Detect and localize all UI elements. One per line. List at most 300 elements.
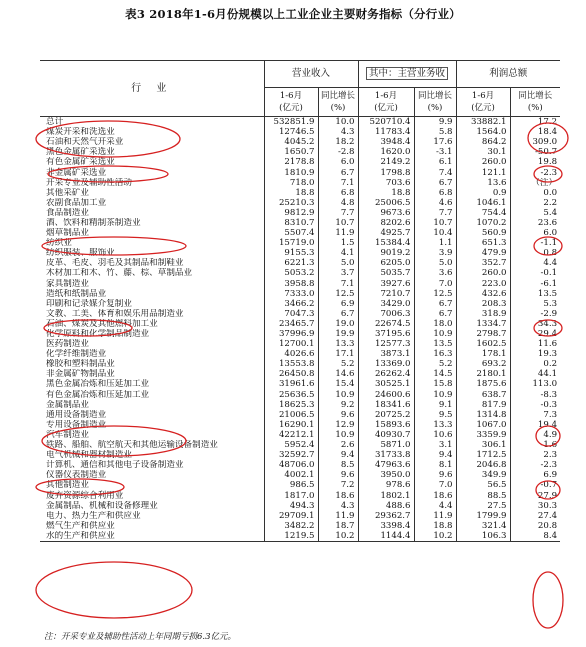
table-row [40,511,560,521]
value-cell: 10.9 [414,390,456,400]
value-cell: 532851.9 [264,117,318,128]
value-cell: -2.3 [510,167,560,177]
finance-table [40,60,560,542]
value-cell: 1712.5 [456,450,510,460]
value-cell: 15893.6 [358,420,414,430]
value-cell: 18.0 [414,319,456,329]
value-cell: 47963.6 [358,460,414,470]
value-cell: 6.8 [318,188,358,198]
value-cell: 3950.0 [358,470,414,480]
table-row [40,480,560,490]
value-cell: 5.2 [318,359,358,369]
value-cell: -2.9 [510,309,560,319]
value-cell: 432.6 [456,289,510,299]
value-cell: 1564.0 [456,127,510,137]
value-cell: 986.5 [264,480,318,490]
value-cell: 2149.2 [358,157,414,167]
value-cell: 19.3 [510,349,560,359]
value-cell: 9019.2 [358,248,414,258]
value-cell: 3.6 [414,268,456,278]
value-cell: 4.3 [318,127,358,137]
value-cell: 20.8 [510,521,560,531]
value-cell: 19.9 [318,329,358,339]
value-cell: 10.2 [414,531,456,542]
value-cell: 9.6 [318,410,358,420]
value-cell: 33882.1 [456,117,510,128]
value-cell: 7047.3 [264,309,318,319]
industry-cell: 通用设备制造业 [46,409,107,420]
industry-cell: 其他制造业 [46,480,89,491]
value-cell: 9.6 [414,470,456,480]
value-cell: 6.0 [318,157,358,167]
value-cell: 30525.1 [358,379,414,389]
value-cell: -2.3 [510,460,560,470]
value-cell: 5507.4 [264,228,318,238]
value-cell: 26450.8 [264,369,318,379]
value-cell: 10.9 [318,430,358,440]
value-cell: 40930.7 [358,430,414,440]
value-cell: 4.6 [414,198,456,208]
value-cell: 9.4 [414,450,456,460]
value-cell: 1802.1 [358,490,414,500]
value-cell: 6.7 [414,299,456,309]
value-cell: 223.0 [456,279,510,289]
value-cell: 718.0 [264,178,318,188]
industry-cell: 铁路、船舶、航空航天和其他运输设备制造业 [46,440,218,451]
value-cell: 864.2 [456,137,510,147]
value-cell: 5035.7 [358,268,414,278]
value-cell: 208.3 [456,299,510,309]
value-cell: 5.2 [414,359,456,369]
value-cell: 7.1 [318,279,358,289]
table-row [40,127,560,137]
value-cell: 1798.8 [358,167,414,177]
rev-amount-header: 1-6月 (亿元) [264,88,318,117]
value-cell: 7.4 [414,167,456,177]
value-cell: 6.0 [510,228,560,238]
value-cell: 352.7 [456,258,510,268]
value-cell: 2798.7 [456,329,510,339]
value-cell: 4925.7 [358,228,414,238]
value-cell: 488.6 [358,501,414,511]
table-row [40,369,560,379]
value-cell: 10.9 [414,329,456,339]
value-cell: 3958.8 [264,279,318,289]
value-cell: 10.0 [318,117,358,128]
value-cell: 21006.5 [264,410,318,420]
value-cell: -1.6 [510,440,560,450]
table-row [40,268,560,278]
value-cell: 11783.4 [358,127,414,137]
value-cell: 6.1 [414,157,456,167]
value-cell: 8310.7 [264,218,318,228]
table-row [40,178,560,188]
industry-cell: 印刷和记录媒介复制业 [46,298,132,309]
value-cell: 10.4 [414,228,456,238]
value-cell: 37195.6 [358,329,414,339]
table-row [40,137,560,147]
value-cell: 24600.6 [358,390,414,400]
value-cell: 32592.7 [264,450,318,460]
industry-cell: 农副食品加工业 [46,197,107,208]
industry-cell: 石油、煤炭及其他燃料加工业 [46,318,158,329]
value-cell: 260.0 [456,157,510,167]
value-cell: 16.3 [414,349,456,359]
table-row [40,400,560,410]
value-cell: 13.3 [414,420,456,430]
profit-header: 利润总额 [456,61,560,88]
value-cell: 106.3 [456,531,510,542]
table-row [40,410,560,420]
table-row [40,359,560,369]
value-cell: 0.0 [510,188,560,198]
value-cell: 31733.8 [358,450,414,460]
value-cell: 2180.1 [456,369,510,379]
value-cell: 1.5 [318,238,358,248]
value-cell: 5.8 [414,127,456,137]
value-cell: -0.1 [510,268,560,278]
value-cell: 1219.5 [264,531,318,542]
table-row [40,349,560,359]
value-cell: 19.8 [510,157,560,167]
table-row [40,470,560,480]
industry-cell: 汽车制造业 [46,429,89,440]
value-cell: 1650.7 [264,147,318,157]
value-cell: 260.0 [456,268,510,278]
value-cell: 15384.4 [358,238,414,248]
value-cell: -3.1 [414,147,456,157]
value-cell: 12577.3 [358,339,414,349]
value-cell: 1046.1 [456,198,510,208]
table-row [40,208,560,218]
value-cell: 8.5 [318,460,358,470]
value-cell: 9.5 [414,410,456,420]
value-cell: 9673.6 [358,208,414,218]
value-cell: 12.5 [414,289,456,299]
value-cell: 13.3 [318,339,358,349]
value-cell: 5.0 [318,258,358,268]
value-cell: 3948.4 [358,137,414,147]
table-row [40,521,560,531]
value-cell: 4.9 [510,430,560,440]
value-cell: 4.1 [318,248,358,258]
value-cell: 16290.1 [264,420,318,430]
value-cell: 6.7 [414,309,456,319]
footnote: 注：开采专业及辅助性活动上年同期亏损6.3亿元。 [44,632,237,642]
value-cell: 3.7 [318,268,358,278]
table-row [40,309,560,319]
value-cell: 23.6 [510,218,560,228]
value-cell: 12.9 [318,420,358,430]
industry-cell: 黑色金属矿采选业 [46,147,115,158]
value-cell: 22674.5 [358,319,414,329]
value-cell: 29.4 [510,329,560,339]
value-cell: 703.6 [358,178,414,188]
value-cell: -6.1 [510,279,560,289]
value-cell: 18.6 [414,490,456,500]
value-cell: 3429.0 [358,299,414,309]
table-row [40,450,560,460]
value-cell: 978.6 [358,480,414,490]
value-cell: 4.3 [318,501,358,511]
value-cell: 7333.0 [264,289,318,299]
value-cell: 1602.5 [456,339,510,349]
table-row [40,329,560,339]
table-row [40,289,560,299]
table-row [40,147,560,157]
value-cell: 15719.0 [264,238,318,248]
value-cell: 20725.2 [358,410,414,420]
value-cell: 1810.9 [264,167,318,177]
value-cell: 7.3 [510,410,560,420]
value-cell: 8202.6 [358,218,414,228]
value-cell: 12700.1 [264,339,318,349]
value-cell: 11.9 [414,511,456,521]
value-cell: 5952.4 [264,440,318,450]
value-cell: 5.3 [510,299,560,309]
value-cell: 9155.3 [264,248,318,258]
value-cell: 6.9 [318,299,358,309]
value-cell: 3.1 [414,440,456,450]
value-cell: 9.4 [318,450,358,460]
main-business-header: 其中：主营业务收 [358,61,456,88]
value-cell: 520710.4 [358,117,414,128]
industry-cell: 皮革、毛皮、羽毛及其制品和制鞋业 [46,258,184,269]
value-cell: （注） [510,178,560,188]
value-cell: 651.3 [456,238,510,248]
rev-growth-header: 同比增长 (%) [318,88,358,117]
value-cell: -0.7 [510,480,560,490]
industry-cell: 水的生产和供应业 [40,531,264,542]
industry-cell: 家具制造业 [46,278,89,289]
value-cell: 27.9 [510,490,560,500]
industry-cell: 总计 [40,117,264,128]
value-cell: 30.3 [510,501,560,511]
value-cell: 178.1 [456,349,510,359]
industry-cell: 燃气生产和供应业 [46,520,115,531]
value-cell: 3.9 [414,248,456,258]
table-row [40,248,560,258]
table-row [40,430,560,440]
value-cell: 18.2 [318,137,358,147]
table-row [40,390,560,400]
table-row [40,339,560,349]
value-cell: 2.3 [510,450,560,460]
value-cell: 18.8 [414,521,456,531]
industry-cell: 烟草制品业 [46,228,89,239]
table-row [40,188,560,198]
industry-cell: 非金属矿物制品业 [46,369,115,380]
value-cell: 3398.4 [358,521,414,531]
table-row [40,238,560,248]
value-cell: 8.1 [414,460,456,470]
industry-cell: 有色金属矿采选业 [46,157,115,168]
industry-header: 行 业 [40,61,264,117]
value-cell: 3927.6 [358,279,414,289]
value-cell: 4002.1 [264,470,318,480]
profit-growth-header: 同比增长 (%) [510,88,560,117]
value-cell: 6.7 [318,167,358,177]
industry-cell: 电气机械和器材制造业 [46,450,132,461]
value-cell: 17.1 [318,349,358,359]
value-cell: 9.6 [318,470,358,480]
value-cell: 10.9 [318,390,358,400]
industry-cell: 煤炭开采和洗选业 [46,127,115,138]
industry-cell: 金属制品业 [46,399,89,410]
value-cell: 5.4 [510,208,560,218]
value-cell: 6221.3 [264,258,318,268]
value-cell: 1620.0 [358,147,414,157]
value-cell: 1067.0 [456,420,510,430]
value-cell: 18.8 [358,188,414,198]
value-cell: 349.9 [456,470,510,480]
value-cell: 13553.8 [264,359,318,369]
value-cell: 318.9 [456,309,510,319]
value-cell: 5.0 [414,258,456,268]
value-cell: 3466.2 [264,299,318,309]
value-cell: 1070.2 [456,218,510,228]
value-cell: 31961.6 [264,379,318,389]
value-cell: 0.9 [456,188,510,198]
value-cell: 88.5 [456,490,510,500]
value-cell: 10.6 [414,430,456,440]
industry-cell: 文教、工美、体育和娱乐用品制造业 [46,308,184,319]
value-cell: 4026.6 [264,349,318,359]
value-cell: 18.8 [264,188,318,198]
value-cell: 23465.7 [264,319,318,329]
value-cell: 34.3 [510,319,560,329]
value-cell: 1314.8 [456,410,510,420]
value-cell: 7.7 [414,208,456,218]
value-cell: 13369.0 [358,359,414,369]
industry-cell: 纺织业 [46,238,72,249]
value-cell: 9.2 [318,400,358,410]
industry-cell: 医药制造业 [46,339,89,350]
value-cell: 12.5 [318,289,358,299]
table-row [40,501,560,511]
table-row [40,440,560,450]
value-cell: 6205.0 [358,258,414,268]
value-cell: 2046.8 [456,460,510,470]
table-row [40,379,560,389]
table-row [40,157,560,167]
value-cell: 7210.7 [358,289,414,299]
industry-cell: 石油和天然气开采业 [46,137,124,148]
value-cell: 4045.2 [264,137,318,147]
value-cell: 638.7 [456,390,510,400]
value-cell: 560.9 [456,228,510,238]
value-cell: 17.6 [414,137,456,147]
value-cell: 6.8 [414,188,456,198]
table-row [40,198,560,208]
value-cell: 6.7 [318,309,358,319]
industry-cell: 有色金属冶炼和压延加工业 [46,389,150,400]
table-row [40,531,560,542]
industry-cell: 橡胶和塑料制品业 [46,359,115,370]
value-cell: 494.3 [264,501,318,511]
industry-cell: 食品制造业 [46,207,89,218]
value-cell: 11.9 [318,511,358,521]
value-cell: 1799.9 [456,511,510,521]
value-cell: 25636.5 [264,390,318,400]
value-cell: 19.0 [318,319,358,329]
value-cell: -50.7 [510,147,560,157]
value-cell: 15.4 [318,379,358,389]
value-cell: 817.9 [456,400,510,410]
industry-cell: 造纸和纸制品业 [46,288,107,299]
industry-cell: 酒、饮料和精制茶制造业 [46,217,141,228]
value-cell: 26262.4 [358,369,414,379]
value-cell: 37996.9 [264,329,318,339]
table-title: 表3 2018年1-6月份规模以上工业企业主要财务指标（分行业） [125,7,461,21]
value-cell: 48706.0 [264,460,318,470]
value-cell: 3482.2 [264,521,318,531]
value-cell: 2.2 [510,198,560,208]
value-cell: 7.0 [414,480,456,490]
value-cell: 18.4 [510,127,560,137]
value-cell: 113.0 [510,379,560,389]
value-cell: 3359.9 [456,430,510,440]
industry-cell: 开采专业及辅助性活动 [46,177,132,188]
value-cell: 10.7 [414,218,456,228]
table-row [40,299,560,309]
industry-cell: 黑色金属冶炼和压延加工业 [46,379,150,390]
revenue-header: 营业收入 [264,61,358,88]
industry-cell: 金属制品、机械和设备修理业 [46,500,158,511]
industry-cell: 化学纤维制造业 [46,349,107,360]
value-cell: 18341.6 [358,400,414,410]
value-cell: 0.2 [510,359,560,369]
value-cell: 7.1 [318,178,358,188]
value-cell: 25210.3 [264,198,318,208]
value-cell: 13.6 [456,178,510,188]
table-row [40,490,560,500]
main-amount-header: 1-6月 (亿元) [358,88,414,117]
value-cell: 6.9 [510,470,560,480]
table-row [40,167,560,177]
industry-cell: 计算机、通信和其他电子设备制造业 [46,460,184,471]
value-cell: 13.5 [510,289,560,299]
value-cell: 29362.7 [358,511,414,521]
value-cell: 0.8 [510,248,560,258]
table-row [40,319,560,329]
value-cell: 1144.4 [358,531,414,542]
value-cell: 18.7 [318,521,358,531]
value-cell: 7006.3 [358,309,414,319]
value-cell: 10.2 [318,531,358,542]
value-cell: 13.5 [414,339,456,349]
value-cell: 11.9 [318,228,358,238]
industry-cell: 木材加工和木、竹、藤、棕、草制品业 [46,268,193,279]
value-cell: 17.2 [510,117,560,128]
value-cell: 29709.1 [264,511,318,521]
table-row [40,420,560,430]
value-cell: 5053.2 [264,268,318,278]
value-cell: 14.6 [318,369,358,379]
value-cell: 27.5 [456,501,510,511]
value-cell: 11.6 [510,339,560,349]
value-cell: 754.4 [456,208,510,218]
value-cell: 12746.5 [264,127,318,137]
value-cell: -8.3 [510,390,560,400]
value-cell: 2.6 [318,440,358,450]
value-cell: 5871.0 [358,440,414,450]
value-cell: 25006.5 [358,198,414,208]
value-cell: 121.1 [456,167,510,177]
main-growth-header: 同比增长 (%) [414,88,456,117]
value-cell: 27.4 [510,511,560,521]
value-cell: 8.4 [510,531,560,542]
